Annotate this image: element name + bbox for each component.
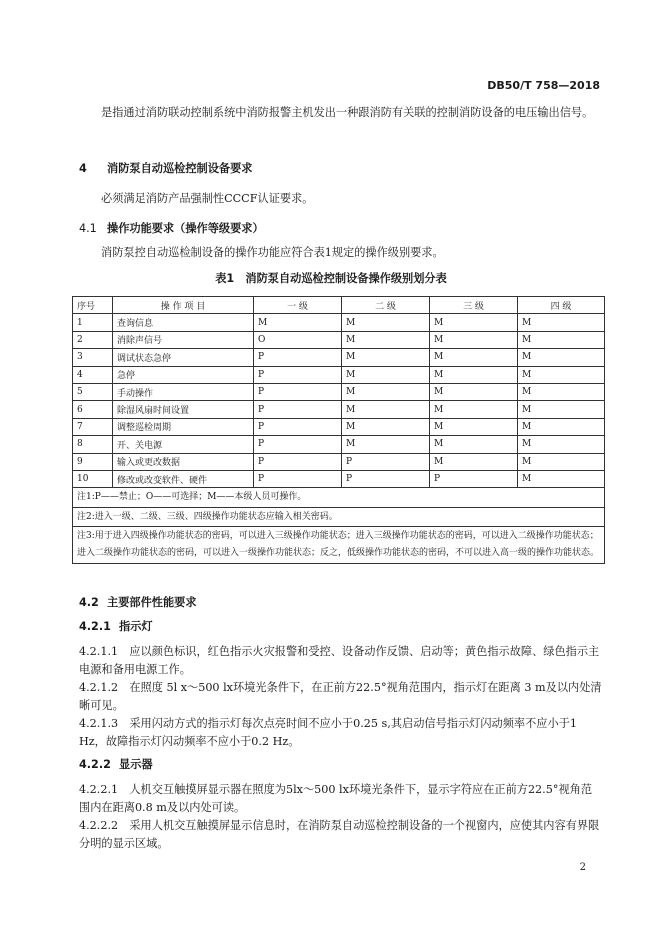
level-cell: M (518, 470, 605, 487)
level-cell: M (518, 453, 605, 470)
table-header-row (73, 297, 605, 314)
operation-item: 急停 (113, 366, 254, 383)
operation-level-table (72, 296, 605, 564)
operation-item: 开、关电源 (113, 436, 254, 453)
level-cell: M (254, 314, 342, 331)
level-cell: M (342, 314, 430, 331)
row-index: 6 (73, 401, 113, 418)
table-row (73, 470, 605, 487)
section-title: 消防泵自动巡检控制设备要求 (107, 162, 253, 175)
level-cell: P (430, 470, 518, 487)
level-cell: M (342, 366, 430, 383)
level-cell: M (518, 331, 605, 348)
table-caption: 表1 消防泵自动巡检控制设备操作级别划分表 (215, 272, 447, 285)
section-title: 显示器 (119, 758, 153, 771)
row-index: 2 (73, 331, 113, 348)
level-cell: M (342, 418, 430, 435)
level-cell: M (430, 436, 518, 453)
operation-item: 手动操作 (113, 383, 254, 400)
section-number: 4.2.1 (79, 620, 111, 633)
table-note: 注2:进入一级、二级、三级、四级操作功能状态应输入相关密码。 (73, 507, 605, 527)
page-number: 2 (579, 862, 586, 873)
table-row (73, 436, 605, 453)
header-cell: 三 级 (430, 297, 518, 314)
section-title: 指示灯 (119, 620, 153, 633)
section-title: 操作功能要求（操作等级要求） (107, 222, 264, 235)
level-cell: P (254, 418, 342, 435)
operation-item: 输入或更改数据 (113, 453, 254, 470)
header-cell: 一 级 (254, 297, 342, 314)
level-cell: M (518, 349, 605, 366)
level-cell: M (518, 366, 605, 383)
table-note: 注1:P——禁止；O——可选择；M——本级人员可操作。 (73, 488, 605, 508)
level-cell: P (254, 366, 342, 383)
level-cell: M (342, 349, 430, 366)
operation-item: 调整巡检周期 (113, 418, 254, 435)
header-cell: 序号 (73, 297, 113, 314)
table-note-row (73, 507, 605, 527)
level-cell: P (342, 453, 430, 470)
section-4-text: 必须满足消防产品强制性CCCF认证要求。 (101, 192, 314, 205)
operation-item: 调试状态急停 (113, 349, 254, 366)
section-4-heading (79, 160, 252, 176)
clause-4-2-1-3: 4.2.1.3 采用闪动方式的指示灯每次点亮时间不应小于0.25 s,其启动信号指示灯闪动频率不应小于1 Hz，故障指示灯闪动频率不应小于0.2 Hz。 (79, 717, 577, 748)
level-cell: P (254, 470, 342, 487)
level-cell: M (342, 331, 430, 348)
level-cell: P (254, 453, 342, 470)
level-cell: M (518, 383, 605, 400)
level-cell: M (518, 401, 605, 418)
table-note-row (73, 488, 605, 508)
level-cell: M (342, 436, 430, 453)
level-cell: P (254, 349, 342, 366)
table-note: 注3:用于进入四级操作功能状态的密码，可以进入三级操作功能状态；进入三级操作功能状态的密码，可以进入二级操作功能状态；进入二级操作功能状态的密码，可以进入一级操作功能状态；反之，低级操作功能状态的密码，不可以进入高一级的操作功能状态。 (73, 527, 605, 563)
row-index: 5 (73, 383, 113, 400)
level-cell: M (518, 314, 605, 331)
level-cell: M (430, 453, 518, 470)
table-row (73, 349, 605, 366)
standard-number: DB50/T 758—2018 (487, 79, 600, 92)
section-number: 4.2.2 (79, 758, 111, 771)
section-number: 4 (79, 162, 87, 175)
level-cell: M (430, 418, 518, 435)
level-cell: M (430, 349, 518, 366)
section-number: 4.1 (79, 222, 97, 235)
level-cell: P (254, 436, 342, 453)
table-row (73, 314, 605, 331)
row-index: 8 (73, 436, 113, 453)
section-number: 4.2 (79, 596, 99, 609)
level-cell: M (518, 436, 605, 453)
table-row (73, 366, 605, 383)
row-index: 9 (73, 453, 113, 470)
level-cell: P (254, 383, 342, 400)
table-row (73, 418, 605, 435)
level-cell: M (342, 383, 430, 400)
row-index: 10 (73, 470, 113, 487)
section-4-1-heading (79, 220, 264, 236)
intro-paragraph: 是指通过消防联动控制系统中消防报警主机发出一种跟消防有关联的控制消防设备的电压输出信号。 (101, 106, 594, 119)
row-index: 3 (73, 349, 113, 366)
level-cell: O (254, 331, 342, 348)
table-row (73, 401, 605, 418)
row-index: 4 (73, 366, 113, 383)
section-4-2-heading (79, 594, 197, 610)
table-row (73, 383, 605, 400)
header-cell: 操 作 项 目 (113, 297, 254, 314)
clause-4-2-2-1: 4.2.2.1 人机交互触摸屏显示器在照度为5lx～500 lx环境光条件下，显示字符应在正前方22.5°视角范围内在距离0.8 m及以内处可读。 (79, 783, 593, 814)
section-4-1-text: 消防泵控自动巡检制设备的操作功能应符合表1规定的操作级别要求。 (101, 246, 444, 259)
clause-4-2-1-2: 4.2.1.2 在照度 5l x～500 lx环境光条件下，在正前方22.5°视角范围内，指示灯在距离 3 m及以内处清晰可见。 (79, 681, 602, 712)
level-cell: M (342, 401, 430, 418)
table-row (73, 453, 605, 470)
table-note-row (73, 527, 605, 563)
row-index: 1 (73, 314, 113, 331)
section-4-2-2-heading (79, 756, 153, 772)
level-cell: M (430, 383, 518, 400)
clause-4-2-1-1: 4.2.1.1 应以颜色标识，红色指示火灾报警和受控、设备动作反馈、启动等；黄色指示故障、绿色指示主电源和备用电源工作。 (79, 645, 600, 676)
clause-4-2-2-2: 4.2.2.2 采用人机交互触摸屏显示信息时，在消防泵自动巡检控制设备的一个视窗内，应使其内容有界限分明的显示区域。 (79, 819, 600, 850)
header-cell: 二 级 (342, 297, 430, 314)
level-cell: M (430, 401, 518, 418)
operation-item: 消除声信号 (113, 331, 254, 348)
operation-item: 查询信息 (113, 314, 254, 331)
header-cell: 四 级 (518, 297, 605, 314)
operation-item: 除湿风扇时间设置 (113, 401, 254, 418)
level-cell: M (518, 418, 605, 435)
section-4-2-1-heading (79, 618, 153, 634)
operation-item: 修改或改变软件、硬件 (113, 470, 254, 487)
table-row (73, 331, 605, 348)
section-title: 主要部件性能要求 (107, 596, 197, 609)
level-cell: M (430, 331, 518, 348)
level-cell: M (430, 366, 518, 383)
level-cell: P (342, 470, 430, 487)
row-index: 7 (73, 418, 113, 435)
level-cell: P (254, 401, 342, 418)
level-cell: M (430, 314, 518, 331)
